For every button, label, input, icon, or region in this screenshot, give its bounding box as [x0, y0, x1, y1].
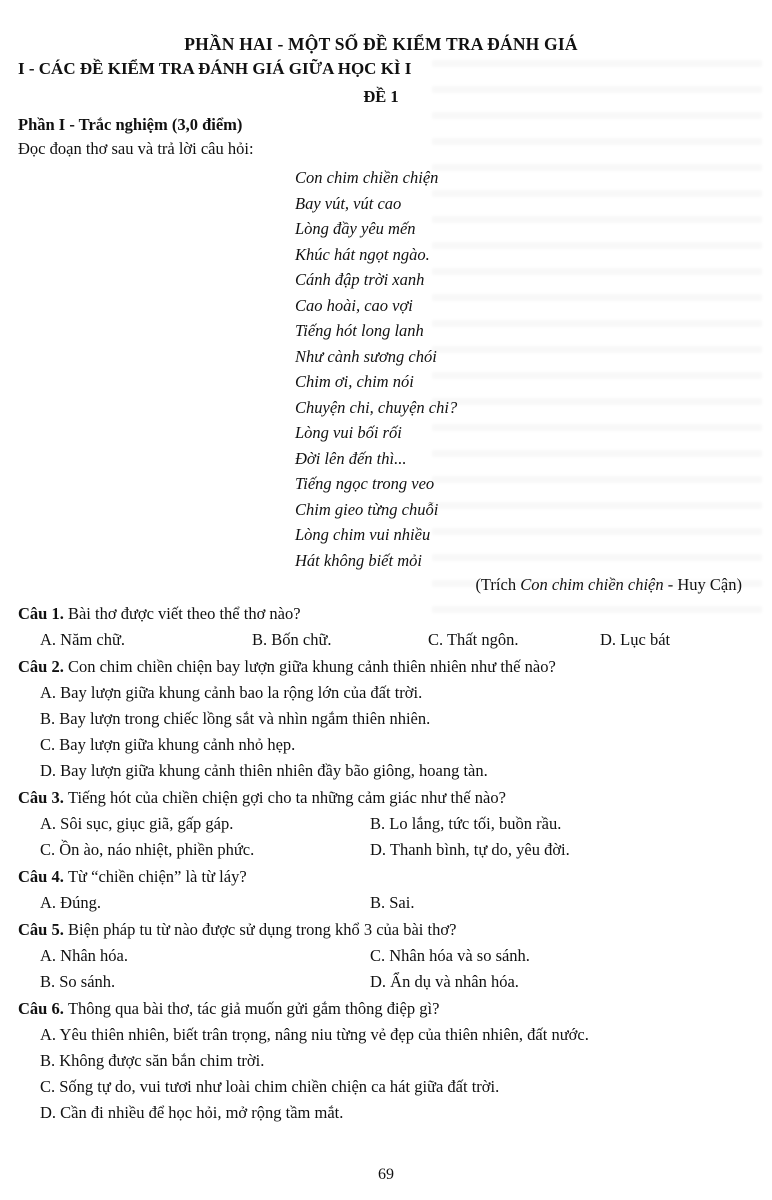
answer-options — [40, 627, 744, 653]
answer-options — [40, 890, 744, 916]
question — [18, 785, 744, 863]
question-label: Câu 2. — [18, 657, 68, 676]
answer-option: D. Cần đi nhiều để học hỏi, mở rộng tầm mắt. — [40, 1103, 344, 1122]
answer-option: B. Lo lắng, tức tối, buồn rầu. — [370, 814, 562, 833]
answer-option: A. Sôi sục, giục giã, gấp gáp. — [40, 814, 234, 833]
poem-line: Bay vút, vút cao — [295, 193, 402, 213]
question-text: Câu 6. Thông qua bài thơ, tác giả muốn gửi gắm thông điệp gì? — [18, 999, 440, 1018]
poem-line: Đời lên đến thì... — [295, 448, 407, 468]
poem-line: Chim ơi, chim nói — [295, 372, 414, 391]
reading-instruction: Đọc đoạn thơ sau và trả lời câu hỏi: — [18, 139, 254, 158]
question-text: Câu 4. Từ “chiền chiện” là từ láy? — [18, 867, 247, 886]
poem-line: Lòng chim vui nhiều — [295, 525, 431, 544]
question-label: Câu 4. — [18, 867, 68, 886]
answer-options — [40, 811, 744, 863]
questions-list — [18, 601, 744, 1126]
answer-option: A. Yêu thiên nhiên, biết trân trọng, nâng niu từng vẻ đẹp của thiên nhiên, đất nước. — [40, 1025, 589, 1044]
question-text: Câu 1. Bài thơ được viết theo thể thơ nào? — [18, 604, 301, 623]
citation-prefix: (Trích — [475, 575, 521, 594]
answer-option: C. Sống tự do, vui tươi như loài chim chiền chiện ca hát giữa đất trời. — [40, 1077, 500, 1096]
poem-line: Cánh đập trời xanh — [295, 270, 425, 289]
section-title: I - CÁC ĐỀ KIỂM TRA ĐÁNH GIÁ GIỮA HỌC KÌ I — [18, 59, 412, 78]
part-title: PHẦN HAI - MỘT SỐ ĐỀ KIỂM TRA ĐÁNH GIÁ — [184, 34, 578, 54]
answer-option: B. Bay lượn trong chiếc lồng sắt và nhìn ngắm thiên nhiên. — [40, 709, 431, 728]
answer-option: D. Ẩn dụ và nhân hóa. — [370, 972, 519, 991]
answer-options — [40, 943, 744, 995]
question-label: Câu 3. — [18, 788, 68, 807]
exam-number-heading: ĐỀ 1 — [363, 87, 399, 106]
poem-line: Lòng vui bối rối — [295, 423, 402, 442]
question — [18, 864, 744, 916]
question — [18, 601, 744, 653]
answer-option: C. Thất ngôn. — [428, 630, 519, 649]
answer-options — [40, 680, 744, 784]
question — [18, 654, 744, 784]
poem-line: Lòng đầy yêu mến — [295, 219, 416, 238]
question-text: Câu 5. Biện pháp tu từ nào được sử dụng trong khổ 3 của bài thơ? — [18, 920, 457, 939]
poem-line: Chim gieo từng chuỗi — [295, 499, 439, 519]
citation-suffix: - Huy Cận) — [663, 575, 742, 594]
poem-line: Cao hoài, cao vợi — [295, 295, 413, 315]
poem-citation — [18, 575, 744, 595]
poem-line: Như cành sương chói — [295, 346, 437, 366]
answer-option: C. Nhân hóa và so sánh. — [370, 946, 530, 965]
poem-block — [295, 165, 744, 573]
question-label: Câu 5. — [18, 920, 68, 939]
poem-line: Chuyện chi, chuyện chi? — [295, 397, 458, 417]
part-heading: Phần I - Trắc nghiệm (3,0 điểm) — [18, 115, 243, 134]
question-label: Câu 6. — [18, 999, 68, 1018]
answer-option: A. Bay lượn giữa khung cảnh bao la rộng lớn của đất trời. — [40, 683, 423, 702]
answer-option: D. Bay lượn giữa khung cảnh thiên nhiên đầy bão giông, hoang tàn. — [40, 761, 488, 780]
answer-option: D. Thanh bình, tự do, yêu đời. — [370, 840, 570, 859]
citation-work-title: Con chim chiền chiện — [520, 575, 664, 594]
answer-options — [40, 1022, 744, 1126]
answer-option: B. Không được săn bắn chim trời. — [40, 1051, 265, 1070]
poem-line: Hát không biết mỏi — [295, 550, 422, 570]
answer-option: A. Đúng. — [40, 893, 101, 912]
answer-option: C. Ồn ào, náo nhiệt, phiền phức. — [40, 840, 255, 859]
poem-line: Khúc hát ngọt ngào. — [295, 244, 430, 264]
answer-option: B. So sánh. — [40, 972, 116, 991]
poem-line: Tiếng ngọc trong veo — [295, 474, 435, 493]
answer-option: A. Nhân hóa. — [40, 946, 128, 965]
answer-option: D. Lục bát — [600, 630, 671, 649]
poem-line: Tiếng hót long lanh — [295, 321, 424, 340]
question-text: Câu 2. Con chim chiền chiện bay lượn giữa khung cảnh thiên nhiên như thế nào? — [18, 657, 556, 676]
answer-option: A. Năm chữ. — [40, 630, 126, 649]
page-number: 69 — [378, 1166, 394, 1183]
answer-option: B. Sai. — [370, 893, 415, 912]
question-label: Câu 1. — [18, 604, 68, 623]
answer-option: C. Bay lượn giữa khung cảnh nhỏ hẹp. — [40, 735, 296, 754]
answer-option: B. Bốn chữ. — [252, 630, 332, 649]
question — [18, 996, 744, 1126]
question — [18, 917, 744, 995]
poem-line: Con chim chiền chiện — [295, 168, 439, 187]
question-text: Câu 3. Tiếng hót của chiền chiện gợi cho ta những cảm giác như thế nào? — [18, 788, 506, 807]
